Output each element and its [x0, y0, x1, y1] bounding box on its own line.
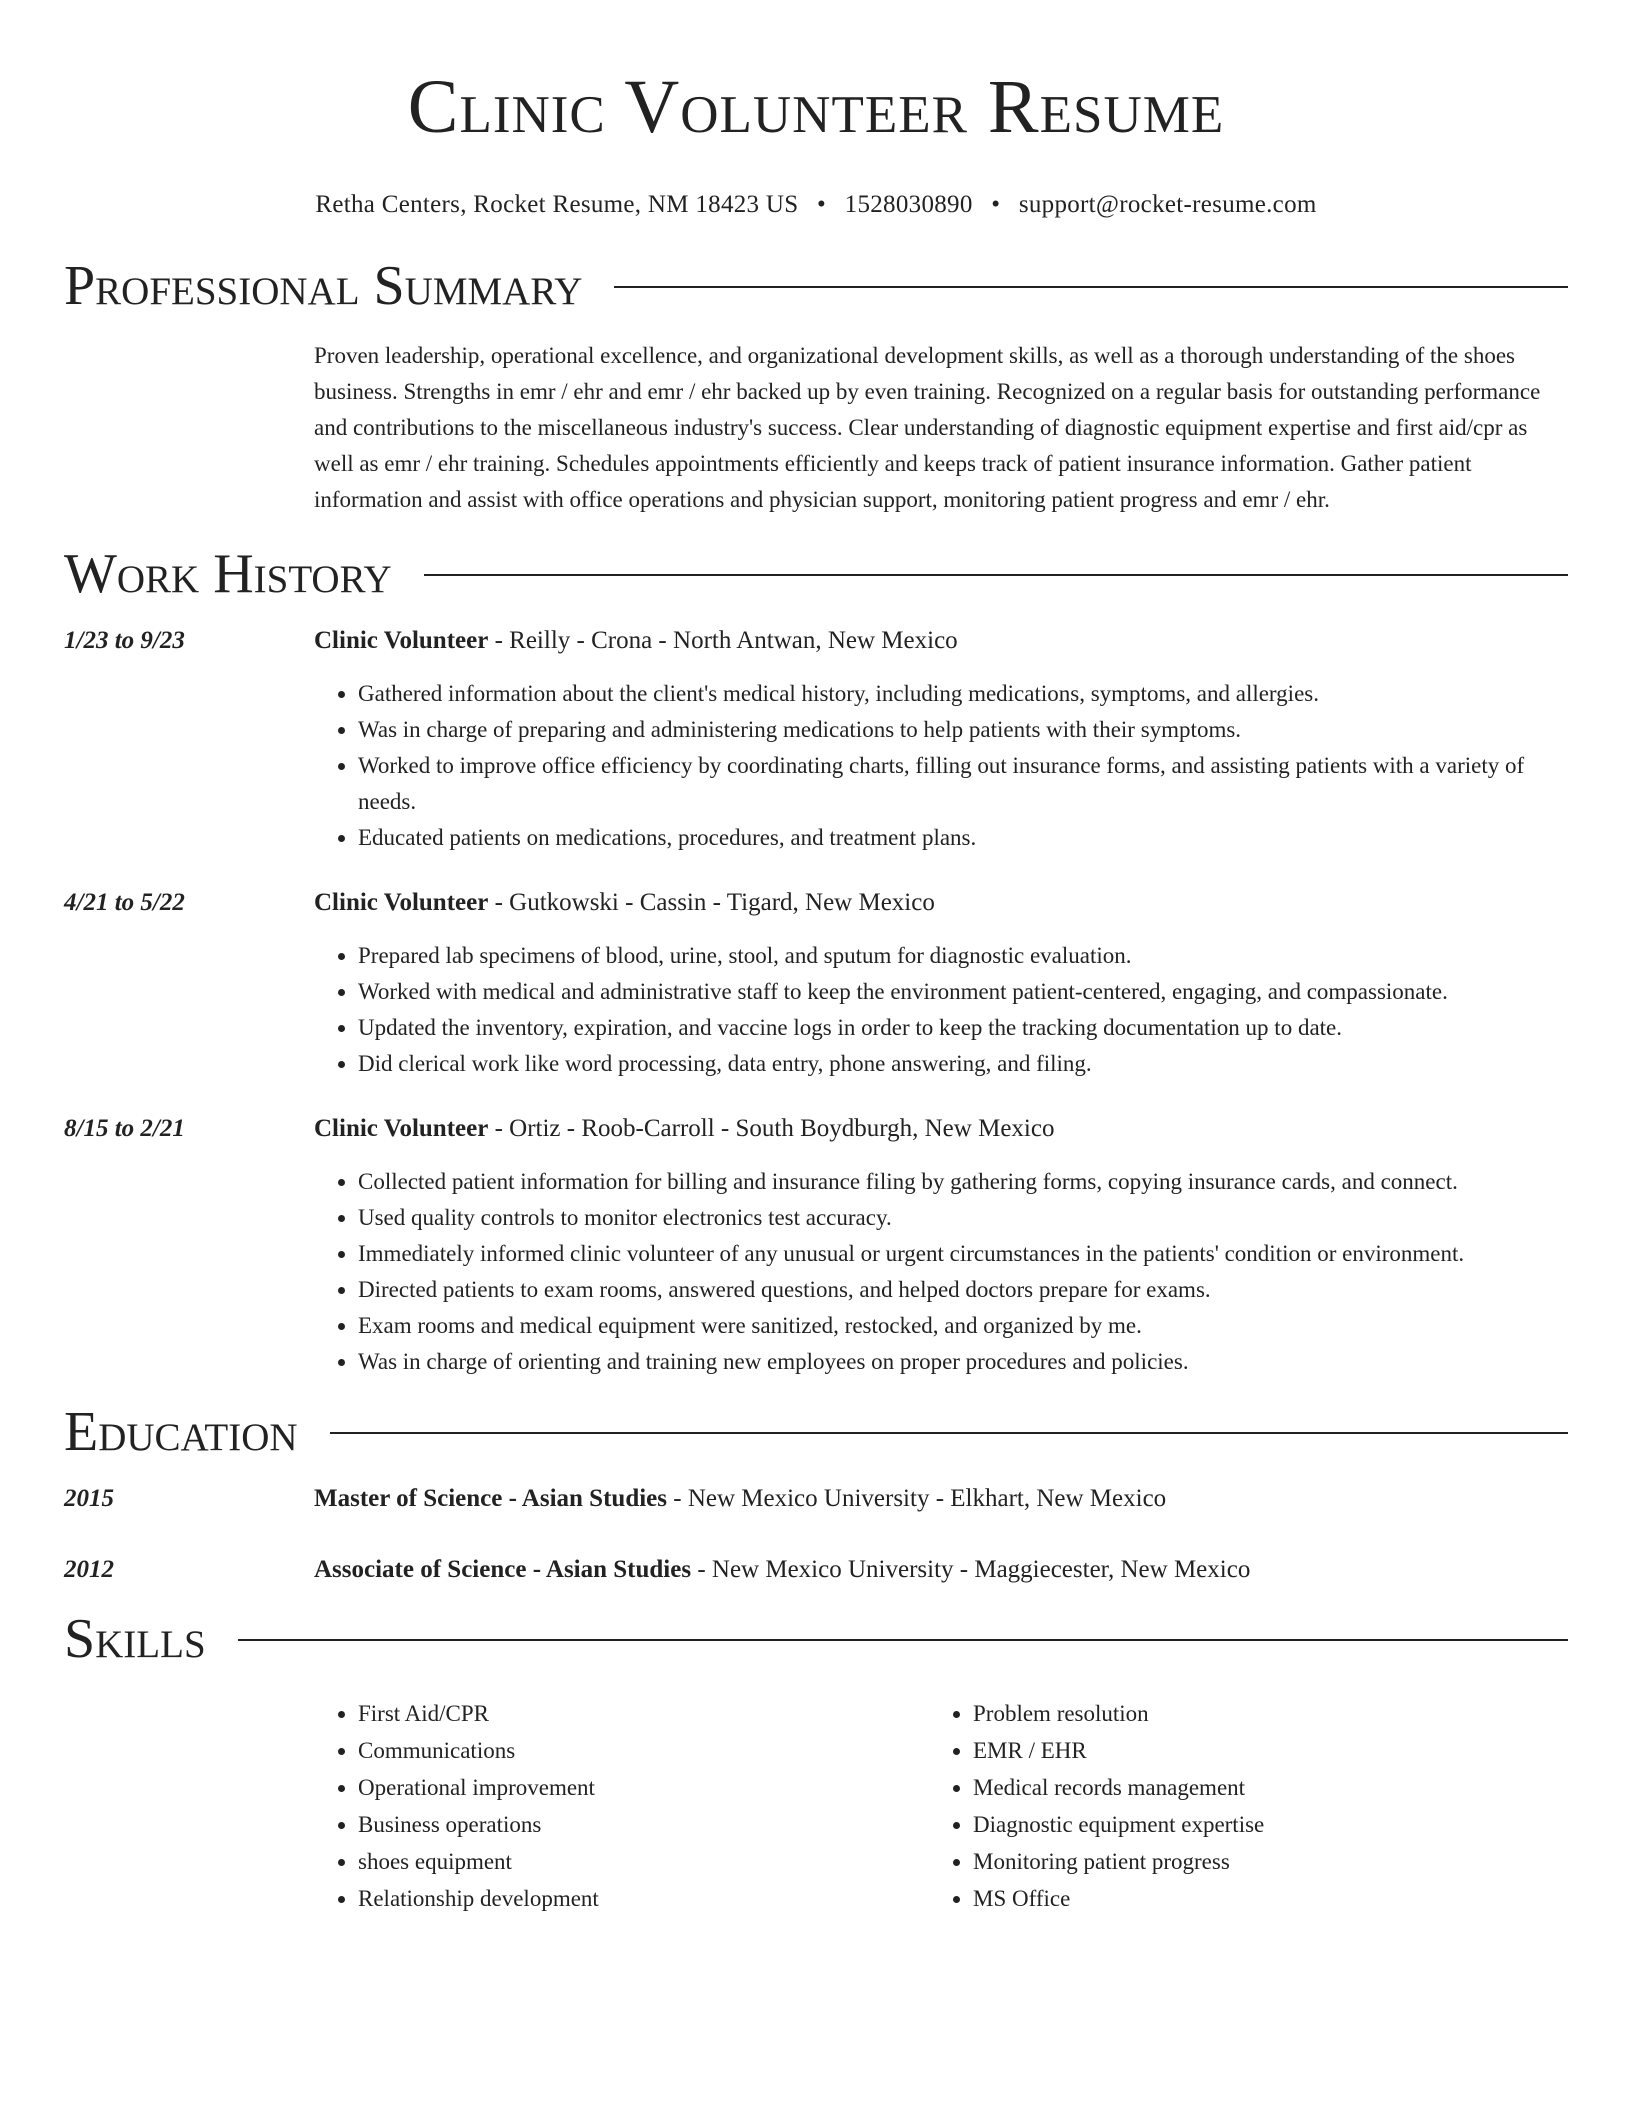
job-bullet: • Exam rooms and medical equipment were sanitized, restocked, and organized by me. — [358, 1308, 1568, 1344]
job-dates: 8/15 to 2/21 — [64, 1115, 185, 1142]
job-dates: 1/23 to 9/23 — [64, 627, 185, 654]
job-dates: 4/21 to 5/22 — [64, 889, 185, 916]
contact-address: Retha Centers, Rocket Resume, NM 18423 US — [315, 191, 799, 218]
job-bullets — [314, 1164, 1568, 1380]
contact-separator: • — [991, 191, 1001, 218]
skill-item: • Problem resolution — [973, 1695, 1544, 1732]
contact-separator: • — [817, 191, 827, 218]
work-section-header — [64, 542, 1568, 606]
skill-item: • Diagnostic equipment expertise — [973, 1806, 1544, 1843]
job-details: - Gutkowski - Cassin - Tigard, New Mexico — [488, 889, 935, 916]
job-bullet: • Worked to improve office efficiency by coordinating charts, filling out insurance forms, and assisting patients with a variety of needs. — [358, 748, 1568, 820]
job-bullets — [314, 676, 1568, 856]
education-year: 2015 — [64, 1485, 114, 1512]
education-details: - New Mexico University - Maggiecester, New Mexico — [691, 1556, 1251, 1583]
job-bullet: • Gathered information about the client's medical history, including medications, symptoms, and allergies. — [358, 676, 1568, 712]
job-bullet: • Did clerical work like word processing, data entry, phone answering, and filing. — [358, 1046, 1568, 1082]
job-bullet: • Worked with medical and administrative staff to keep the environment patient-centered, engaging, and compassionate. — [358, 974, 1568, 1010]
section-title-skills: Skills — [64, 1608, 206, 1670]
job-bullet: • Immediately informed clinic volunteer of any unusual or urgent circumstances in the patients' condition or environment. — [358, 1236, 1568, 1272]
skills-column-left — [314, 1695, 929, 1917]
job-heading — [314, 886, 1568, 920]
section-title-work: Work History — [64, 543, 392, 605]
skill-item: • Monitoring patient progress — [973, 1843, 1544, 1880]
skill-item: • Business operations — [358, 1806, 929, 1843]
education-heading — [314, 1482, 1166, 1516]
contact-line — [64, 190, 1568, 220]
skill-item: • First Aid/CPR — [358, 1695, 929, 1732]
contact-email: support@rocket-resume.com — [1018, 191, 1317, 218]
education-degree: Associate of Science - Asian Studies — [314, 1556, 692, 1583]
education-heading — [314, 1553, 1250, 1587]
skills-column-right — [929, 1695, 1544, 1917]
education-details: - New Mexico University - Elkhart, New Mexico — [667, 1485, 1167, 1512]
education-degree: Master of Science - Asian Studies — [314, 1485, 667, 1512]
job-title: Clinic Volunteer — [314, 889, 489, 916]
job-entry — [64, 624, 1568, 856]
contact-phone: 1528030890 — [844, 191, 973, 218]
education-section-header — [64, 1400, 1568, 1464]
section-divider — [614, 286, 1568, 288]
job-bullet: • Directed patients to exam rooms, answered questions, and helped doctors prepare for exams. — [358, 1272, 1568, 1308]
skill-item: • EMR / EHR — [973, 1732, 1544, 1769]
job-heading — [314, 624, 1568, 658]
page-title: Clinic Volunteer Resume — [407, 65, 1225, 149]
education-entry — [64, 1482, 1568, 1516]
skill-item: • Medical records management — [973, 1769, 1544, 1806]
education-year: 2012 — [64, 1556, 114, 1583]
job-bullet: • Was in charge of orienting and training new employees on proper procedures and policies. — [358, 1344, 1568, 1380]
summary-text: Proven leadership, operational excellence, and organizational development skills, as well as a thorough understanding of the shoes business. Strengths in emr / ehr and emr / ehr backed up by even training. Recognized on a regular basis for outstanding performance and contributions to the miscellaneous industry's success. Clear understanding of diagnostic equipment expertise and first aid/cpr as well as emr / ehr training. Schedules appointments efficiently and keeps track of patient insurance information. Gather patient information and assist with office operations and physician support, monitoring patient progress and emr / ehr. — [314, 343, 1541, 512]
section-divider — [424, 574, 1568, 576]
job-bullet: • Educated patients on medications, procedures, and treatment plans. — [358, 820, 1568, 856]
job-details: - Reilly - Crona - North Antwan, New Mexico — [488, 627, 958, 654]
skill-item: • shoes equipment — [358, 1843, 929, 1880]
job-heading — [314, 1112, 1568, 1146]
skill-item: • MS Office — [973, 1880, 1544, 1917]
job-bullet: • Prepared lab specimens of blood, urine, stool, and sputum for diagnostic evaluation. — [358, 938, 1568, 974]
summary-section-header — [64, 254, 1568, 318]
job-bullets — [314, 938, 1568, 1082]
job-title: Clinic Volunteer — [314, 627, 489, 654]
skill-item: • Communications — [358, 1732, 929, 1769]
skill-item: • Relationship development — [358, 1880, 929, 1917]
skills-section-header — [64, 1607, 1568, 1671]
section-title-education: Education — [64, 1401, 298, 1463]
skill-item: • Operational improvement — [358, 1769, 929, 1806]
job-title: Clinic Volunteer — [314, 1115, 489, 1142]
section-title-summary: Professional Summary — [64, 255, 583, 317]
job-bullet: • Was in charge of preparing and administering medications to help patients with their symptoms. — [358, 712, 1568, 748]
job-bullet: • Used quality controls to monitor electronics test accuracy. — [358, 1200, 1568, 1236]
education-entry — [64, 1553, 1568, 1587]
skills-list — [314, 1695, 1568, 1917]
section-divider — [238, 1639, 1568, 1641]
job-bullet: • Updated the inventory, expiration, and vaccine logs in order to keep the tracking documentation up to date. — [358, 1010, 1568, 1046]
job-entry — [64, 1112, 1568, 1380]
job-bullet: • Collected patient information for billing and insurance filing by gathering forms, copying insurance cards, and connect. — [358, 1164, 1568, 1200]
section-divider — [330, 1432, 1568, 1434]
job-entry — [64, 886, 1568, 1082]
job-details: - Ortiz - Roob-Carroll - South Boydburgh, New Mexico — [488, 1115, 1055, 1142]
